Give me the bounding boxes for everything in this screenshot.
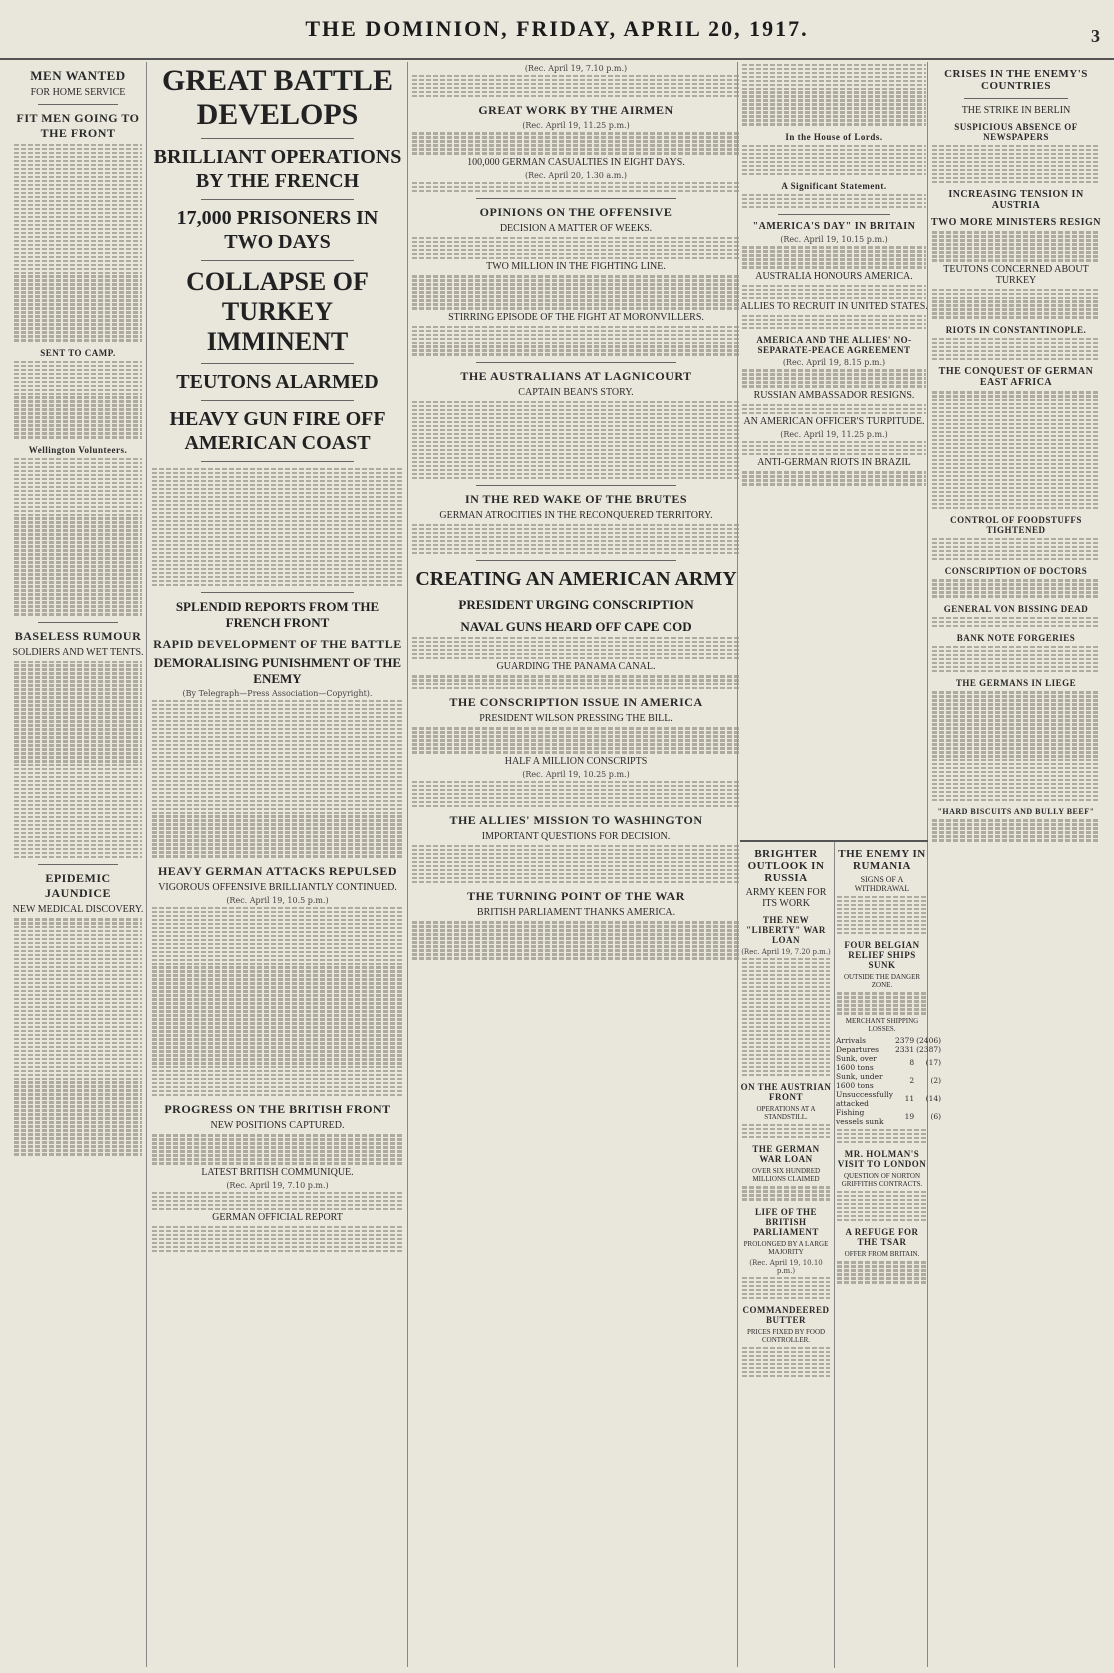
shipping-row: [835, 1108, 942, 1126]
divider: [476, 485, 675, 486]
shipping-row: [835, 1072, 942, 1090]
article-text: [740, 246, 928, 268]
dateline: (Rec. April 19, 11.25 p.m.): [780, 430, 888, 440]
headline-conscription-issue: THE CONSCRIPTION ISSUE IN AMERICA: [449, 695, 703, 710]
subhead-atrocities: GERMAN ATROCITIES IN THE RECONQUERED TERRITORY.: [439, 509, 713, 521]
article-text: [740, 1277, 832, 1299]
shipping-row: [835, 1090, 942, 1108]
headline-liberty-loan: THE NEW "LIBERTY" WAR LOAN: [746, 915, 826, 945]
dateline: (Rec. April 19, 10.5 p.m.): [226, 895, 329, 905]
divider: [201, 461, 354, 462]
headline-australians-lagnicourt: THE AUSTRALIANS AT LAGNICOURT: [460, 368, 692, 383]
headline-develops: DEVELOPS: [196, 98, 359, 131]
headline-president-urging: PRESIDENT URGING CONSCRIPTION: [458, 597, 694, 613]
shipping-cell-a: 2379: [895, 1035, 915, 1045]
article-text: [410, 182, 742, 192]
headline-great-battle: GREAT BATTLE: [162, 64, 393, 97]
article-text: [740, 471, 928, 485]
headline-allies-mission: THE ALLIES' MISSION TO WASHINGTON: [449, 813, 703, 828]
article-text: [740, 1347, 832, 1377]
article-text: [740, 369, 928, 387]
headline-house-lords: In the House of Lords.: [785, 131, 883, 142]
subhead-guarding-panama: GUARDING THE PANAMA CANAL.: [496, 661, 656, 673]
column-1: [12, 62, 144, 1667]
headline-fit-men: FIT MEN GOING TO THE FRONT: [16, 111, 140, 140]
article-text: [12, 918, 144, 1155]
headline-teutons-alarmed: TEUTONS ALARMED: [176, 371, 379, 393]
article-text: [930, 289, 1102, 319]
shipping-cell-b: (14): [925, 1094, 942, 1104]
subhead-decision-weeks: DECISION A MATTER OF WEEKS.: [499, 222, 653, 234]
headline-naval-guns: NAVAL GUNS HEARD OFF CAPE COD: [460, 619, 692, 635]
headline-brilliant-operations: BRILLIANT OPERATIONS BY THE FRENCH: [153, 146, 402, 192]
headline-turning-point: THE TURNING POINT OF THE WAR: [467, 889, 685, 904]
column-3: [410, 62, 742, 1667]
headline-enemy-rumania: THE ENEMY IN RUMANIA: [838, 848, 926, 872]
column-rule: [146, 62, 147, 1667]
headline-wellington-volunteers: Wellington Volunteers.: [28, 444, 128, 455]
article-text: [835, 1129, 929, 1143]
headline-bank-note-forgeries: BANK NOTE FORGERIES: [956, 633, 1076, 644]
article-text: [410, 237, 742, 259]
article-text: [410, 921, 742, 959]
divider: [476, 198, 675, 199]
dateline: (Rec. April 19, 7.10 p.m.): [226, 1180, 329, 1190]
article-text: [930, 691, 1102, 801]
headline-americas-day: "AMERICA'S DAY" IN BRITAIN: [752, 221, 916, 233]
dateline: (Rec. April 20, 1.30 a.m.): [524, 170, 627, 180]
subhead-new-positions: NEW POSITIONS CAPTURED.: [210, 1120, 345, 1132]
article-text: [740, 315, 928, 329]
subhead-captain-bean: CAPTAIN BEAN'S STORY.: [518, 386, 634, 398]
headline-heavy-attacks: HEAVY GERMAN ATTACKS REPULSED: [157, 863, 398, 878]
shipping-cell-label: Sunk, under 1600 tons: [836, 1071, 883, 1090]
article-text: [12, 361, 144, 439]
article-text: [410, 637, 742, 659]
subhead-home-service: FOR HOME SERVICE: [30, 87, 126, 98]
dateline: (Rec. April 19, 8.15 p.m.): [782, 358, 886, 368]
article-text: [740, 441, 928, 455]
headline-relief-ships: FOUR BELGIAN RELIEF SHIPS SUNK: [844, 940, 920, 971]
divider: [964, 98, 1067, 99]
article-text: [930, 145, 1102, 183]
dateline: (Rec. April 19, 11.25 p.m.): [522, 121, 630, 131]
headline-baseless-rumour: BASELESS RUMOUR: [14, 628, 142, 643]
article-text: [740, 404, 928, 414]
article-text: [740, 64, 928, 126]
masthead-title: THE DOMINION, FRIDAY, APRIL 20, 1917.: [305, 16, 809, 41]
column-4-lower: [740, 840, 942, 1668]
shipping-cell-b: (2): [930, 1076, 942, 1086]
divider: [201, 138, 354, 139]
page-number: 3: [1091, 26, 1100, 46]
shipping-row: [835, 1036, 942, 1045]
headline-creating-army: CREATING AN AMERICAN ARMY: [415, 568, 737, 591]
article-text: [410, 524, 742, 554]
article-text: [410, 727, 742, 753]
article-text: [930, 819, 1102, 841]
article-text: [835, 1261, 929, 1283]
article-text: [740, 194, 928, 208]
subhead-norton-griffiths: QUESTION OF NORTON GRIFFITHS CONTRACTS.: [841, 1171, 923, 1188]
divider: [778, 214, 891, 215]
article-text: [410, 781, 742, 807]
shipping-cell-a: 2331: [895, 1044, 915, 1054]
dateline: (By Telegraph—Press Association—Copyright).: [182, 688, 373, 698]
headline-epidemic-jaundice: EPIDEMIC JAUNDICE: [44, 871, 111, 901]
subhead-vigorous-offensive: VIGOROUS OFFENSIVE BRILLIANTLY CONTINUED.: [158, 881, 397, 893]
headline-conscription-doctors: CONSCRIPTION OF DOCTORS: [944, 566, 1088, 577]
headline-17000-prisoners: 17,000 PRISONERS IN TWO DAYS: [176, 207, 379, 253]
subhead-important-questions: IMPORTANT QUESTIONS FOR DECISION.: [481, 831, 671, 843]
masthead: [0, 0, 1114, 60]
article-text: [12, 458, 144, 616]
shipping-cell-a: 8: [909, 1058, 915, 1068]
column-rule: [407, 62, 408, 1667]
subhead-riots-brazil: ANTI-GERMAN RIOTS IN BRAZIL: [757, 457, 911, 469]
subhead-german-official: GERMAN OFFICIAL REPORT: [212, 1211, 343, 1223]
shipping-cell-a: 19: [904, 1112, 915, 1122]
headline-crises: CRISES IN THE ENEMY'S COUNTRIES: [944, 68, 1088, 92]
headline-collapse-turkey: COLLAPSE OF TURKEY IMMINENT: [186, 267, 369, 356]
subhead-medical-discovery: NEW MEDICAL DISCOVERY.: [12, 904, 144, 916]
headline-great-work-airmen: GREAT WORK BY THE AIRMEN: [478, 103, 674, 118]
article-text: [150, 1226, 405, 1252]
subhead-australia-honours: AUSTRALIA HONOURS AMERICA.: [755, 270, 913, 282]
divider: [201, 199, 354, 200]
article-text: [835, 992, 929, 1014]
subhead-officer-turpitude: AN AMERICAN OFFICER'S TURPITUDE.: [743, 416, 925, 428]
article-text: [150, 1134, 405, 1164]
column-5: [930, 62, 1102, 1667]
subhead-signs-withdrawal: SIGNS OF A WITHDRAWAL: [854, 875, 910, 893]
article-text: [930, 617, 1102, 627]
article-text: [12, 144, 144, 342]
subhead-merchant-losses: MERCHANT SHIPPING LOSSES.: [845, 1016, 919, 1033]
article-text: [410, 275, 742, 309]
article-text: [740, 145, 928, 175]
shipping-cell-label: Departures: [836, 1044, 880, 1054]
subhead-parliament-thanks: BRITISH PARLIAMENT THANKS AMERICA.: [476, 907, 676, 919]
headline-significant-statement: A Significant Statement.: [781, 181, 887, 192]
column-4a: [740, 842, 832, 1668]
article-text: [930, 646, 1102, 672]
dateline: (Rec. April 19, 7.20 p.m.): [741, 948, 831, 956]
headline-foodstuffs: CONTROL OF FOODSTUFFS TIGHTENED: [950, 515, 1082, 536]
article-text: [410, 75, 742, 97]
headline-riots-constantinople: RIOTS IN CONSTANTINOPLE.: [945, 324, 1087, 335]
headline-progress-british: PROGRESS ON THE BRITISH FRONT: [164, 1102, 391, 1117]
subhead-standstill: OPERATIONS AT A STANDSTILL.: [756, 1104, 816, 1121]
dateline: (Rec. April 19, 7.10 p.m.): [524, 64, 628, 73]
headline-commandeered-butter: COMMANDEERED BUTTER: [742, 1304, 830, 1325]
article-text: [150, 1192, 405, 1210]
headline-life-parliament: LIFE OF THE BRITISH PARLIAMENT: [753, 1206, 819, 1237]
subhead-two-million: TWO MILLION IN THE FIGHTING LINE.: [486, 261, 666, 273]
shipping-cell-b: (2387): [916, 1044, 942, 1054]
article-text: [740, 958, 832, 1076]
headline-austrian-front: ON THE AUSTRIAN FRONT: [740, 1081, 832, 1102]
subhead-latest-communique: LATEST BRITISH COMMUNIQUE.: [201, 1166, 354, 1178]
headline-brighter-outlook: BRIGHTER OUTLOOK IN RUSSIA: [747, 848, 825, 884]
divider: [476, 362, 675, 363]
divider: [476, 560, 675, 561]
headline-von-bissing: GENERAL VON BISSING DEAD: [943, 603, 1089, 614]
divider: [201, 363, 354, 364]
subhead-prices-fixed: PRICES FIXED BY FOOD CONTROLLER.: [746, 1327, 826, 1344]
dateline: (Rec. April 19, 10.25 p.m.): [522, 769, 630, 779]
divider: [38, 622, 117, 623]
dateline: (Rec. April 19, 10.15 p.m.): [780, 235, 888, 245]
article-text: [740, 285, 928, 299]
column-4b: [834, 842, 942, 1668]
subhead-wilson-pressing: PRESIDENT WILSON PRESSING THE BILL.: [479, 713, 673, 725]
headline-demoralising: DEMORALISING PUNISHMENT OF THE ENEMY: [153, 654, 402, 686]
article-text: [150, 907, 405, 1097]
headline-heavy-gun-fire: HEAVY GUN FIRE OFF AMERICAN COAST: [169, 408, 386, 454]
subhead-casualties: 100,000 GERMAN CASUALTIES IN EIGHT DAYS.: [467, 156, 685, 168]
headline-men-wanted: MEN WANTED: [30, 68, 126, 83]
headline-rapid-development: RAPID DEVELOPMENT OF THE BATTLE: [153, 636, 402, 651]
shipping-row: [835, 1054, 942, 1072]
article-text: [410, 675, 742, 689]
shipping-cell-b: (6): [930, 1112, 942, 1122]
shipping-cell-a: 11: [904, 1094, 915, 1104]
article-text: [930, 579, 1102, 597]
shipping-cell-label: Sunk, over 1600 tons: [836, 1053, 877, 1072]
article-text: [930, 231, 1102, 261]
headline-german-war-loan: THE GERMAN WAR LOAN: [752, 1144, 820, 1165]
headline-splendid-reports: SPLENDID REPORTS FROM THE FRENCH FRONT: [175, 598, 380, 630]
divider: [201, 260, 354, 261]
article-text: [410, 326, 742, 356]
article-text: [740, 1186, 832, 1200]
subhead-offer-britain: OFFER FROM BRITAIN.: [844, 1250, 920, 1259]
headline-conquest-east-africa: THE CONQUEST OF GERMAN EAST AFRICA: [938, 366, 1094, 389]
article-text: [410, 401, 742, 479]
article-text: [930, 391, 1102, 509]
headline-holman-visit: MR. HOLMAN'S VISIT TO LONDON: [837, 1148, 927, 1169]
subhead-danger-zone: OUTSIDE THE DANGER ZONE.: [843, 973, 921, 990]
shipping-table: [835, 1036, 942, 1126]
shipping-cell-b: (2406): [916, 1035, 942, 1045]
shipping-cell-label: Unsuccessfully attacked: [836, 1089, 894, 1108]
divider: [201, 592, 354, 593]
headline-tension-austria: INCREASING TENSION IN AUSTRIA: [948, 189, 1084, 212]
shipping-cell-a: 2: [909, 1076, 915, 1086]
shipping-cell-label: Fishing vessels sunk: [836, 1107, 884, 1126]
headline-no-separate-peace: AMERICA AND THE ALLIES' NO-SEPARATE-PEACE AGREEMENT: [756, 335, 912, 356]
article-text: [150, 468, 405, 586]
subhead-half-million: HALF A MILLION CONSCRIPTS: [504, 755, 648, 767]
shipping-cell-b: (17): [925, 1058, 942, 1068]
subhead-strike-berlin: THE STRIKE IN BERLIN: [961, 105, 1071, 116]
headline-hard-biscuits: "HARD BISCUITS AND BULLY BEEF": [937, 807, 1095, 817]
divider: [201, 400, 354, 401]
article-text: [12, 661, 144, 859]
dateline: (Rec. April 19, 10.10 p.m.): [749, 1258, 823, 1275]
article-text: [410, 845, 742, 883]
headline-suspicious-absence: SUSPICIOUS ABSENCE OF NEWSPAPERS: [954, 122, 1078, 142]
subhead-six-hundred: OVER SIX HUNDRED MILLIONS CLAIMED: [751, 1167, 821, 1184]
subhead-army-keen: ARMY KEEN FOR ITS WORK: [745, 887, 827, 909]
divider: [38, 104, 117, 105]
article-text: [150, 700, 405, 858]
headline-sent-to-camp: SENT TO CAMP.: [40, 347, 116, 358]
article-text: [835, 1191, 929, 1221]
headline-two-ministers: TWO MORE MINISTERS RESIGN: [930, 217, 1102, 229]
headline-germans-liege: THE GERMANS IN LIEGE: [955, 678, 1077, 689]
headline-red-wake: IN THE RED WAKE OF THE BRUTES: [464, 491, 688, 506]
column-2: [150, 62, 405, 1667]
headline-refuge-tsar: A REFUGE FOR THE TSAR: [845, 1227, 919, 1248]
subhead-allies-recruit: ALLIES TO RECRUIT IN UNITED STATES.: [740, 301, 928, 313]
article-text: [410, 132, 742, 154]
shipping-cell-label: Arrivals: [836, 1035, 866, 1045]
article-text: [930, 338, 1102, 360]
headline-opinions-offensive: OPINIONS ON THE OFFENSIVE: [479, 204, 673, 219]
subhead-russian-ambassador: RUSSIAN AMBASSADOR RESIGNS.: [753, 389, 915, 401]
divider: [38, 864, 117, 865]
article-text: [740, 1124, 832, 1138]
subhead-teutons-turkey: TEUTONS CONCERNED ABOUT TURKEY: [943, 263, 1089, 286]
subhead-prolonged: PROLONGED BY A LARGE MAJORITY: [743, 1239, 829, 1256]
subhead-stirring-episode: STIRRING EPISODE OF THE FIGHT AT MORONVILLERS.: [448, 311, 704, 323]
article-text: [835, 896, 929, 934]
shipping-row: [835, 1045, 942, 1054]
article-text: [930, 538, 1102, 560]
subhead-soldiers-wet-tents: SOLDIERS AND WET TENTS.: [12, 646, 144, 658]
